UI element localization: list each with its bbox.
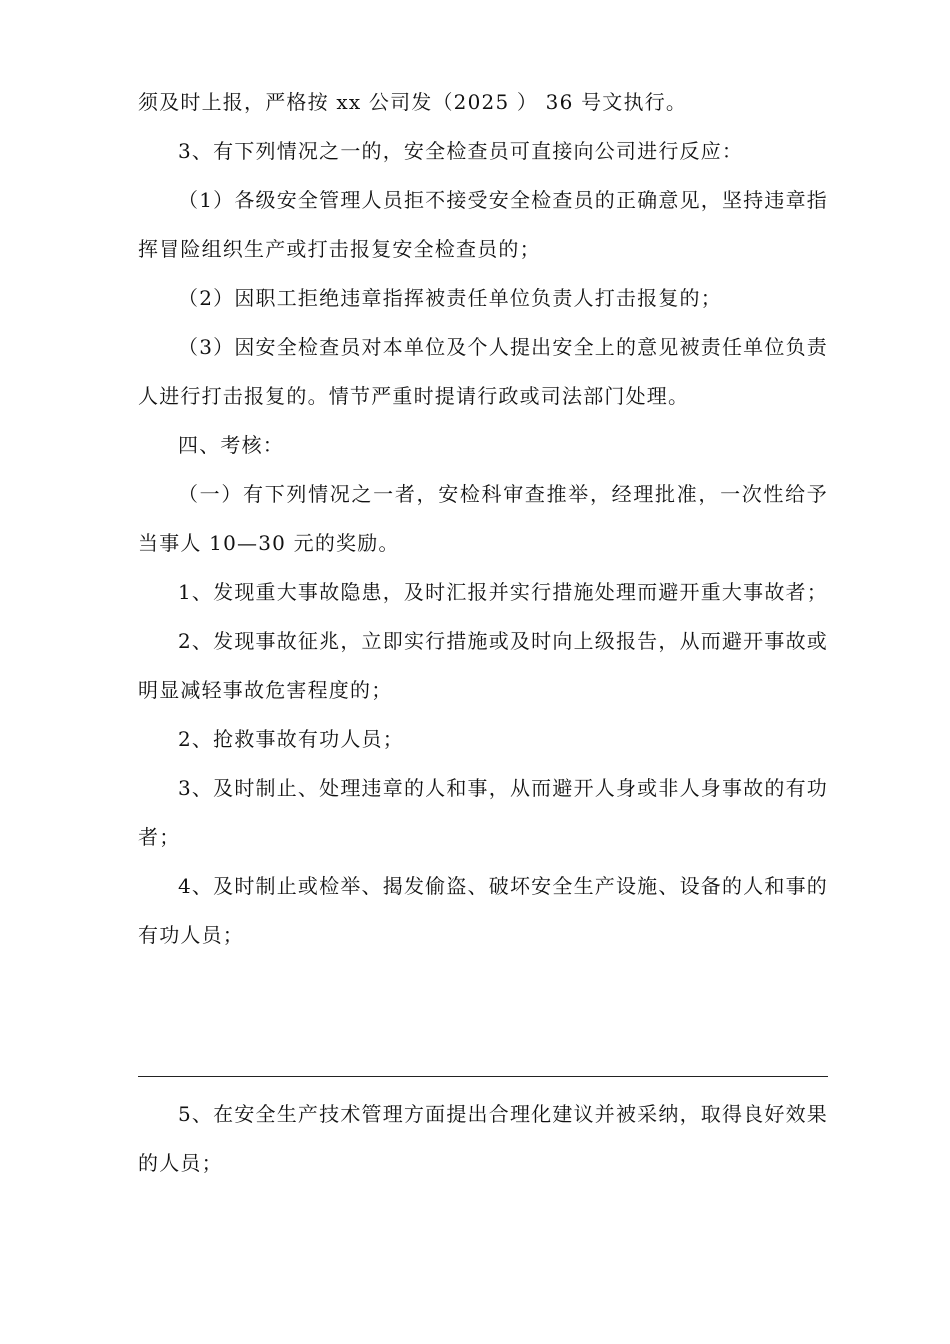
- paragraph-reward-item-2a: 2、发现事故征兆，立即实行措施或及时向上级报告，从而避开事故或明显减轻事故危害程度的；: [138, 629, 828, 702]
- document-body-top: [138, 78, 828, 960]
- paragraph-reward-rule: （一）有下列情况之一者，安检科审查推举，经理批准，一次性给予当事人 10—30 元的奖励。: [138, 482, 828, 555]
- paragraph-subitem-3: （3）因安全检查员对本单位及个人提出安全上的意见被责任单位负责人进行打击报复的。情节严重时提请行政或司法部门处理。: [138, 335, 828, 408]
- page-divider: [138, 1076, 828, 1077]
- paragraph-reward-item-5: 5、在安全生产技术管理方面提出合理化建议并被采纳，取得良好效果的人员；: [138, 1102, 828, 1175]
- paragraph-subitem-2: （2）因职工拒绝违章指挥被责任单位负责人打击报复的；: [178, 286, 722, 310]
- paragraph-continuation: 须及时上报，严格按 xx 公司发（2025 ） 36 号文执行。: [138, 90, 688, 114]
- paragraph-subitem-1: （1）各级安全管理人员拒不接受安全检查员的正确意见，坚持违章指挥冒险组织生产或打击报复安全检查员的；: [138, 188, 828, 261]
- section-heading-assessment: 四、考核：: [178, 433, 284, 457]
- paragraph-item-3: 3、有下列情况之一的，安全检查员可直接向公司进行反应：: [178, 139, 744, 163]
- paragraph-reward-item-2b: 2、抢救事故有功人员；: [178, 727, 404, 751]
- paragraph-reward-item-1: 1、发现重大事故隐患，及时汇报并实行措施处理而避开重大事故者；: [178, 580, 828, 604]
- document-body-bottom: [138, 1090, 828, 1188]
- paragraph-reward-item-4: 4、及时制止或检举、揭发偷盗、破坏安全生产设施、设备的人和事的有功人员；: [138, 874, 828, 947]
- paragraph-reward-item-3: 3、及时制止、处理违章的人和事，从而避开人身或非人身事故的有功者；: [138, 776, 828, 849]
- document-page: [138, 0, 828, 1344]
